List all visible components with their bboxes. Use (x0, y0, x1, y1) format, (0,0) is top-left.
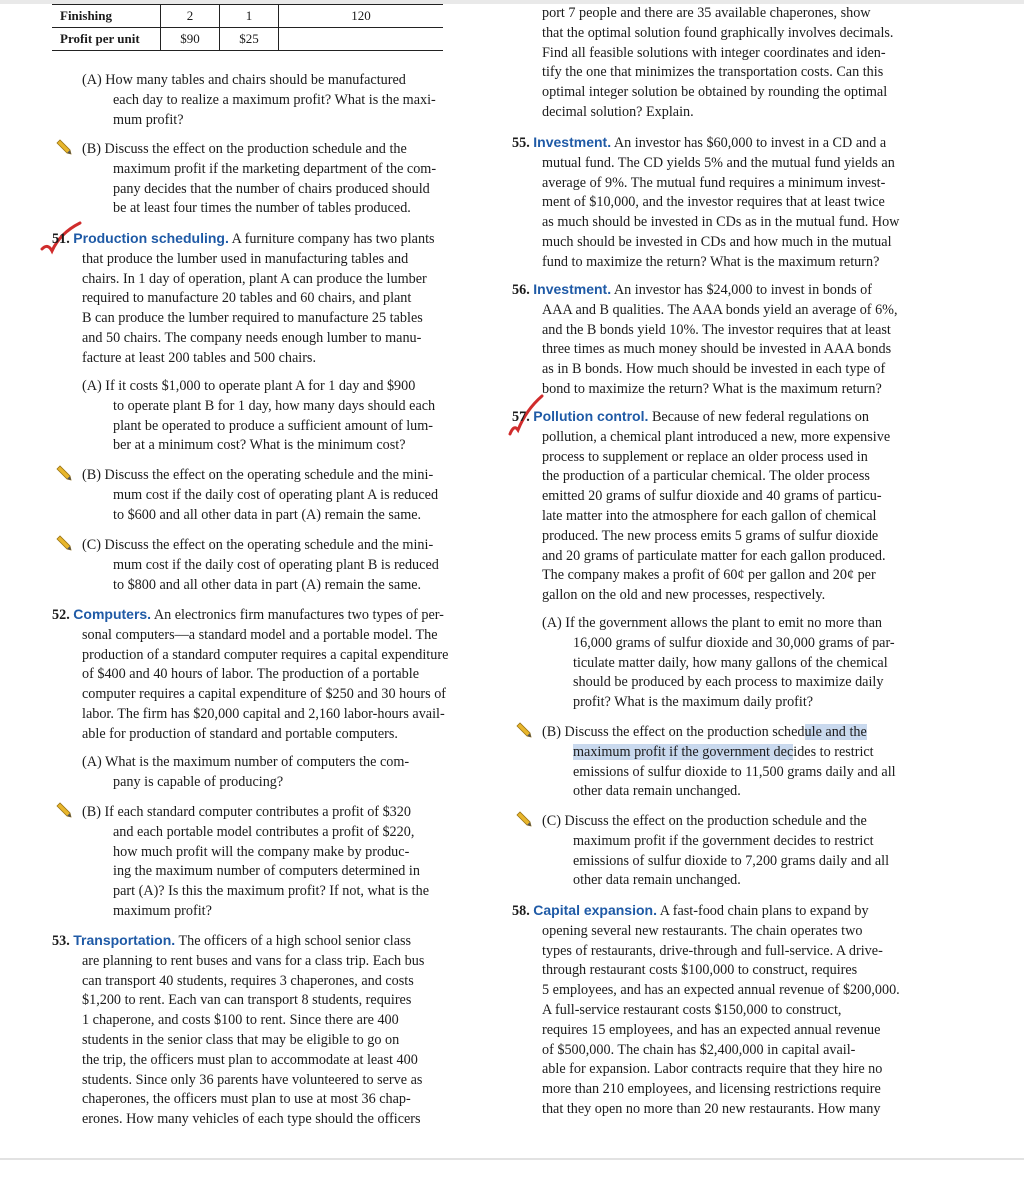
text-line: (A) If it costs $1,000 to operate plant A for 1 day and $900 (82, 378, 416, 394)
text-line: (A) How many tables and chairs should be manufactured (82, 72, 406, 88)
row-label: Finishing (52, 5, 161, 28)
text-line: (B) Discuss the effect on the operating schedule and the mini- (82, 467, 434, 483)
problem-title: Investment. (533, 134, 612, 150)
text-line: chaperones, the officers must plan to use at most 36 chap- (82, 1091, 411, 1108)
text-line: The officers of a high school senior class (178, 933, 412, 949)
text-line: mum cost if the daily cost of operating plant B is reduced (113, 556, 439, 573)
pencil-icon (55, 802, 73, 820)
text-line: (C) Discuss the effect on the operating schedule and the mini- (82, 537, 434, 553)
text-line: ment of $10,000, and the investor requires that at least twice (542, 194, 885, 211)
text-line: that the optimal solution found graphically involves decimals. (542, 24, 894, 41)
text-line: pany decides that the number of chairs produced should (113, 180, 430, 197)
problem-58 (512, 901, 952, 1120)
text-line: the trip, the officers must plan to accommodate at least 400 (82, 1051, 418, 1068)
text-line: emissions of sulfur dioxide to 11,500 grams daily and all (573, 763, 896, 780)
problem-title: Capital expansion. (533, 902, 657, 918)
problem-title: Pollution control. (533, 408, 649, 424)
text-line: to $800 and all other data in part (A) remain the same. (113, 576, 422, 593)
problem-52 (52, 605, 492, 745)
text-line: produced. The new process emits 5 grams of sulfur dioxide (542, 527, 879, 544)
text-line: An investor has $24,000 to invest in bonds of (613, 282, 872, 298)
text-line: ticulate matter daily, how many gallons of the chemical (573, 654, 888, 671)
problem-51a (82, 377, 492, 456)
problem-57 (512, 407, 952, 606)
table-cell: $25 (220, 28, 279, 51)
text-line: labor. The firm has $20,000 capital and 2,160 labor-hours avail- (82, 705, 445, 722)
text-line: maximum profit if the marketing department of the com- (113, 160, 437, 177)
text-line: types of restaurants, drive-through and full-service. A drive- (542, 942, 883, 959)
text-selection-highlight[interactable]: ule and the (804, 724, 867, 740)
text-line: pollution, a chemical plant introduced a new, more expensive (542, 428, 891, 445)
problem-55 (512, 133, 952, 273)
text-line: other data remain unchanged. (573, 872, 741, 889)
table-cell: 120 (279, 5, 444, 28)
text-line: should be produced by each process to maximize daily (573, 674, 884, 691)
pencil-icon (55, 465, 73, 483)
table-row (52, 28, 443, 51)
text-line: AAA and B qualities. The AAA bonds yield an average of 6%, (542, 301, 898, 318)
text-line: to $600 and all other data in part (A) remain the same. (113, 506, 422, 523)
text-line: ber at a minimum cost? What is the minimum cost? (113, 437, 406, 454)
text-line: as in B bonds. How much should be invested in each type of (542, 361, 886, 378)
text-line: maximum profit? (113, 902, 212, 919)
text-line: and the B bonds yield 10%. The investor requires that at least (542, 321, 891, 338)
text-line: An investor has $60,000 to invest in a CD and a (613, 135, 887, 151)
problem-number: 53. (52, 933, 70, 949)
text-line: ides to restrict (793, 743, 874, 760)
problem-title: Computers. (73, 606, 152, 622)
problem-50a (82, 71, 492, 130)
text-line: 16,000 grams of sulfur dioxide and 30,000 grams of par- (573, 634, 895, 651)
page-bottom-edge (0, 1158, 1024, 1160)
table-cell (279, 28, 444, 51)
table-cell: $90 (161, 28, 220, 51)
problem-number: 55. (512, 135, 530, 151)
text-line: students in the senior class that may be eligible to go on (82, 1031, 400, 1048)
text-line: can transport 40 students, requires 3 chaperones, and costs (82, 972, 414, 989)
text-line: (A) What is the maximum number of computers the com- (82, 754, 410, 770)
problem-52b (82, 803, 492, 922)
text-line: requires 15 employees, and has an expected annual revenue (542, 1021, 881, 1038)
pencil-icon (515, 811, 533, 829)
text-line: $1,200 to rent. Each van can transport 8 students, requires (82, 992, 412, 1009)
text-line: to operate plant B for 1 day, how many days should each (113, 397, 436, 414)
problem-number: 57. (512, 409, 530, 425)
text-line: chairs. In 1 day of operation, plant A can produce the lumber (82, 270, 427, 287)
text-line: opening several new restaurants. The chain operates two (542, 922, 863, 939)
text-line: of $400 and 40 hours of labor. The production of a portable (82, 666, 420, 683)
problem-53 (52, 931, 492, 1130)
text-line: maximum profit if the government decides to restrict (573, 832, 874, 849)
text-line: are planning to rent buses and vans for a class trip. Each bus (82, 952, 425, 969)
problem-number: 56. (512, 282, 530, 298)
table-row (52, 5, 443, 28)
text-line: of $500,000. The chain has $2,400,000 in capital avail- (542, 1041, 856, 1058)
text-line: each day to realize a maximum profit? What is the maxi- (113, 91, 436, 108)
text-line: and 50 chairs. The company needs enough lumber to manu- (82, 329, 422, 346)
problem-54-continued (542, 4, 952, 123)
text-line: mum profit? (113, 111, 184, 128)
text-line: decimal solution? Explain. (542, 103, 694, 120)
text-line: mutual fund. The CD yields 5% and the mutual fund yields an (542, 154, 895, 171)
text-line: required to manufacture 20 tables and 60 chairs, and plant (82, 290, 412, 307)
text-line: more than 210 employees, and licensing restrictions require (542, 1081, 881, 1098)
text-line: A furniture company has two plants (231, 231, 435, 247)
table-cell: 1 (220, 5, 279, 28)
pencil-icon (515, 722, 533, 740)
problem-title: Production scheduling. (73, 230, 229, 246)
text-line: production of a standard computer requires a capital expenditure (82, 646, 449, 663)
text-line: late matter into the atmosphere for each gallon of chemical (542, 507, 877, 524)
pencil-icon (55, 535, 73, 553)
text-line: average of 9%. The mutual fund requires a minimum invest- (542, 174, 886, 191)
text-line: and each portable model contributes a profit of $220, (113, 823, 415, 840)
pencil-icon (55, 139, 73, 157)
text-line: erones. How many vehicles of each type should the officers (82, 1111, 421, 1128)
text-line: as much should be invested in CDs as in the mutual fund. How (542, 214, 900, 231)
text-line: mum cost if the daily cost of operating plant A is reduced (113, 486, 439, 503)
problem-57a (542, 614, 952, 713)
problem-57c (542, 812, 952, 891)
text-line: emitted 20 grams of sulfur dioxide and 40 grams of particu- (542, 488, 882, 505)
text-line: The company makes a profit of 60¢ per gallon and 20¢ per (542, 567, 876, 584)
text-line: A full-service restaurant costs $150,000 to construct, (542, 1001, 842, 1018)
problem-51 (52, 229, 492, 369)
problem-57b[interactable] (542, 723, 952, 802)
text-line: bond to maximize the return? What is the maximum return? (542, 380, 882, 397)
text-line: pany is capable of producing? (113, 773, 284, 790)
text-line: ing the maximum number of computers determined in (113, 863, 420, 880)
text-line: the production of a particular chemical. The older process (542, 468, 870, 485)
text-line: that produce the lumber used in manufacturing tables and (82, 250, 409, 267)
text-line: Because of new federal regulations on (651, 409, 869, 425)
text-line: optimal integer solution be obtained by rounding the optimal (542, 84, 888, 101)
text-line: fund to maximize the return? What is the maximum return? (542, 253, 880, 270)
text-line: facture at least 200 tables and 500 chairs. (82, 349, 317, 366)
problem-50b (82, 140, 492, 219)
text-line: (B) Discuss the effect on the production schedule and the (82, 141, 407, 157)
text-line: plant be operated to produce a sufficient amount of lum- (113, 417, 434, 434)
problem-title: Investment. (533, 281, 612, 297)
problem-number: 52. (52, 607, 70, 623)
text-line: process to supplement or replace an older process used in (542, 448, 868, 465)
text-line: that they open no more than 20 new restaurants. How many (542, 1100, 881, 1117)
text-line: computer requires a capital expenditure of $250 and 30 hours of (82, 686, 447, 703)
text-line: 5 employees, and has an expected annual revenue of $200,000. (542, 982, 900, 999)
text-line: other data remain unchanged. (573, 783, 741, 800)
text-line: able for production of standard and portable computers. (82, 725, 398, 742)
problem-number: 58. (512, 903, 530, 919)
problem-56 (512, 280, 952, 400)
production-table (52, 4, 443, 51)
text-line: part (A)? Is this the maximum profit? If not, what is the (113, 883, 429, 900)
text-line: (B) If each standard computer contributes a profit of $320 (82, 804, 411, 820)
text-line: be at least four times the number of tables produced. (113, 200, 411, 217)
text-line: B can produce the lumber required to manufacture 25 tables (82, 310, 423, 327)
text-line: sonal computers—a standard model and a portable model. The (82, 626, 438, 643)
text-line: port 7 people and there are 35 available chaperones, show (542, 5, 871, 21)
text-line: Find all feasible solutions with integer coordinates and iden- (542, 44, 886, 61)
text-line: An electronics firm manufactures two types of per- (153, 607, 444, 623)
text-line: A fast-food chain plans to expand by (659, 903, 869, 919)
text-line: (A) If the government allows the plant to emit no more than (542, 615, 883, 631)
text-line: 1 chaperone, and costs $100 to rent. Since there are 400 (82, 1012, 399, 1029)
text-line: gallon on the old and new processes, respectively. (542, 587, 826, 604)
problem-title: Transportation. (73, 932, 176, 948)
text-line: tify the one that minimizes the transportation costs. Can this (542, 64, 884, 81)
text-line: how much profit will the company make by produc- (113, 843, 410, 860)
problem-51c (82, 536, 492, 595)
text-line: and 20 grams of particulate matter for each gallon produced. (542, 547, 886, 564)
text-line: (B) Discuss the effect on the production sched (542, 724, 805, 740)
text-line: emissions of sulfur dioxide to 7,200 grams daily and all (573, 852, 890, 869)
text-line: much should be invested in CDs and how much in the mutual (542, 233, 892, 250)
problem-52a (82, 753, 492, 793)
text-line: three times as much money should be invested in AAA bonds (542, 341, 892, 358)
text-line: through restaurant costs $100,000 to construct, requires (542, 962, 858, 979)
problem-51b (82, 466, 492, 525)
text-line: profit? What is the maximum daily profit? (573, 694, 814, 711)
problem-number: 51. (52, 231, 70, 247)
text-selection-highlight[interactable]: maximum profit if the government dec (573, 743, 794, 760)
row-label: Profit per unit (52, 28, 161, 51)
text-line: students. Since only 36 parents have volunteered to serve as (82, 1071, 423, 1088)
table-cell: 2 (161, 5, 220, 28)
text-line: able for expansion. Labor contracts require that they hire no (542, 1061, 883, 1078)
text-line: (C) Discuss the effect on the production schedule and the (542, 813, 867, 829)
